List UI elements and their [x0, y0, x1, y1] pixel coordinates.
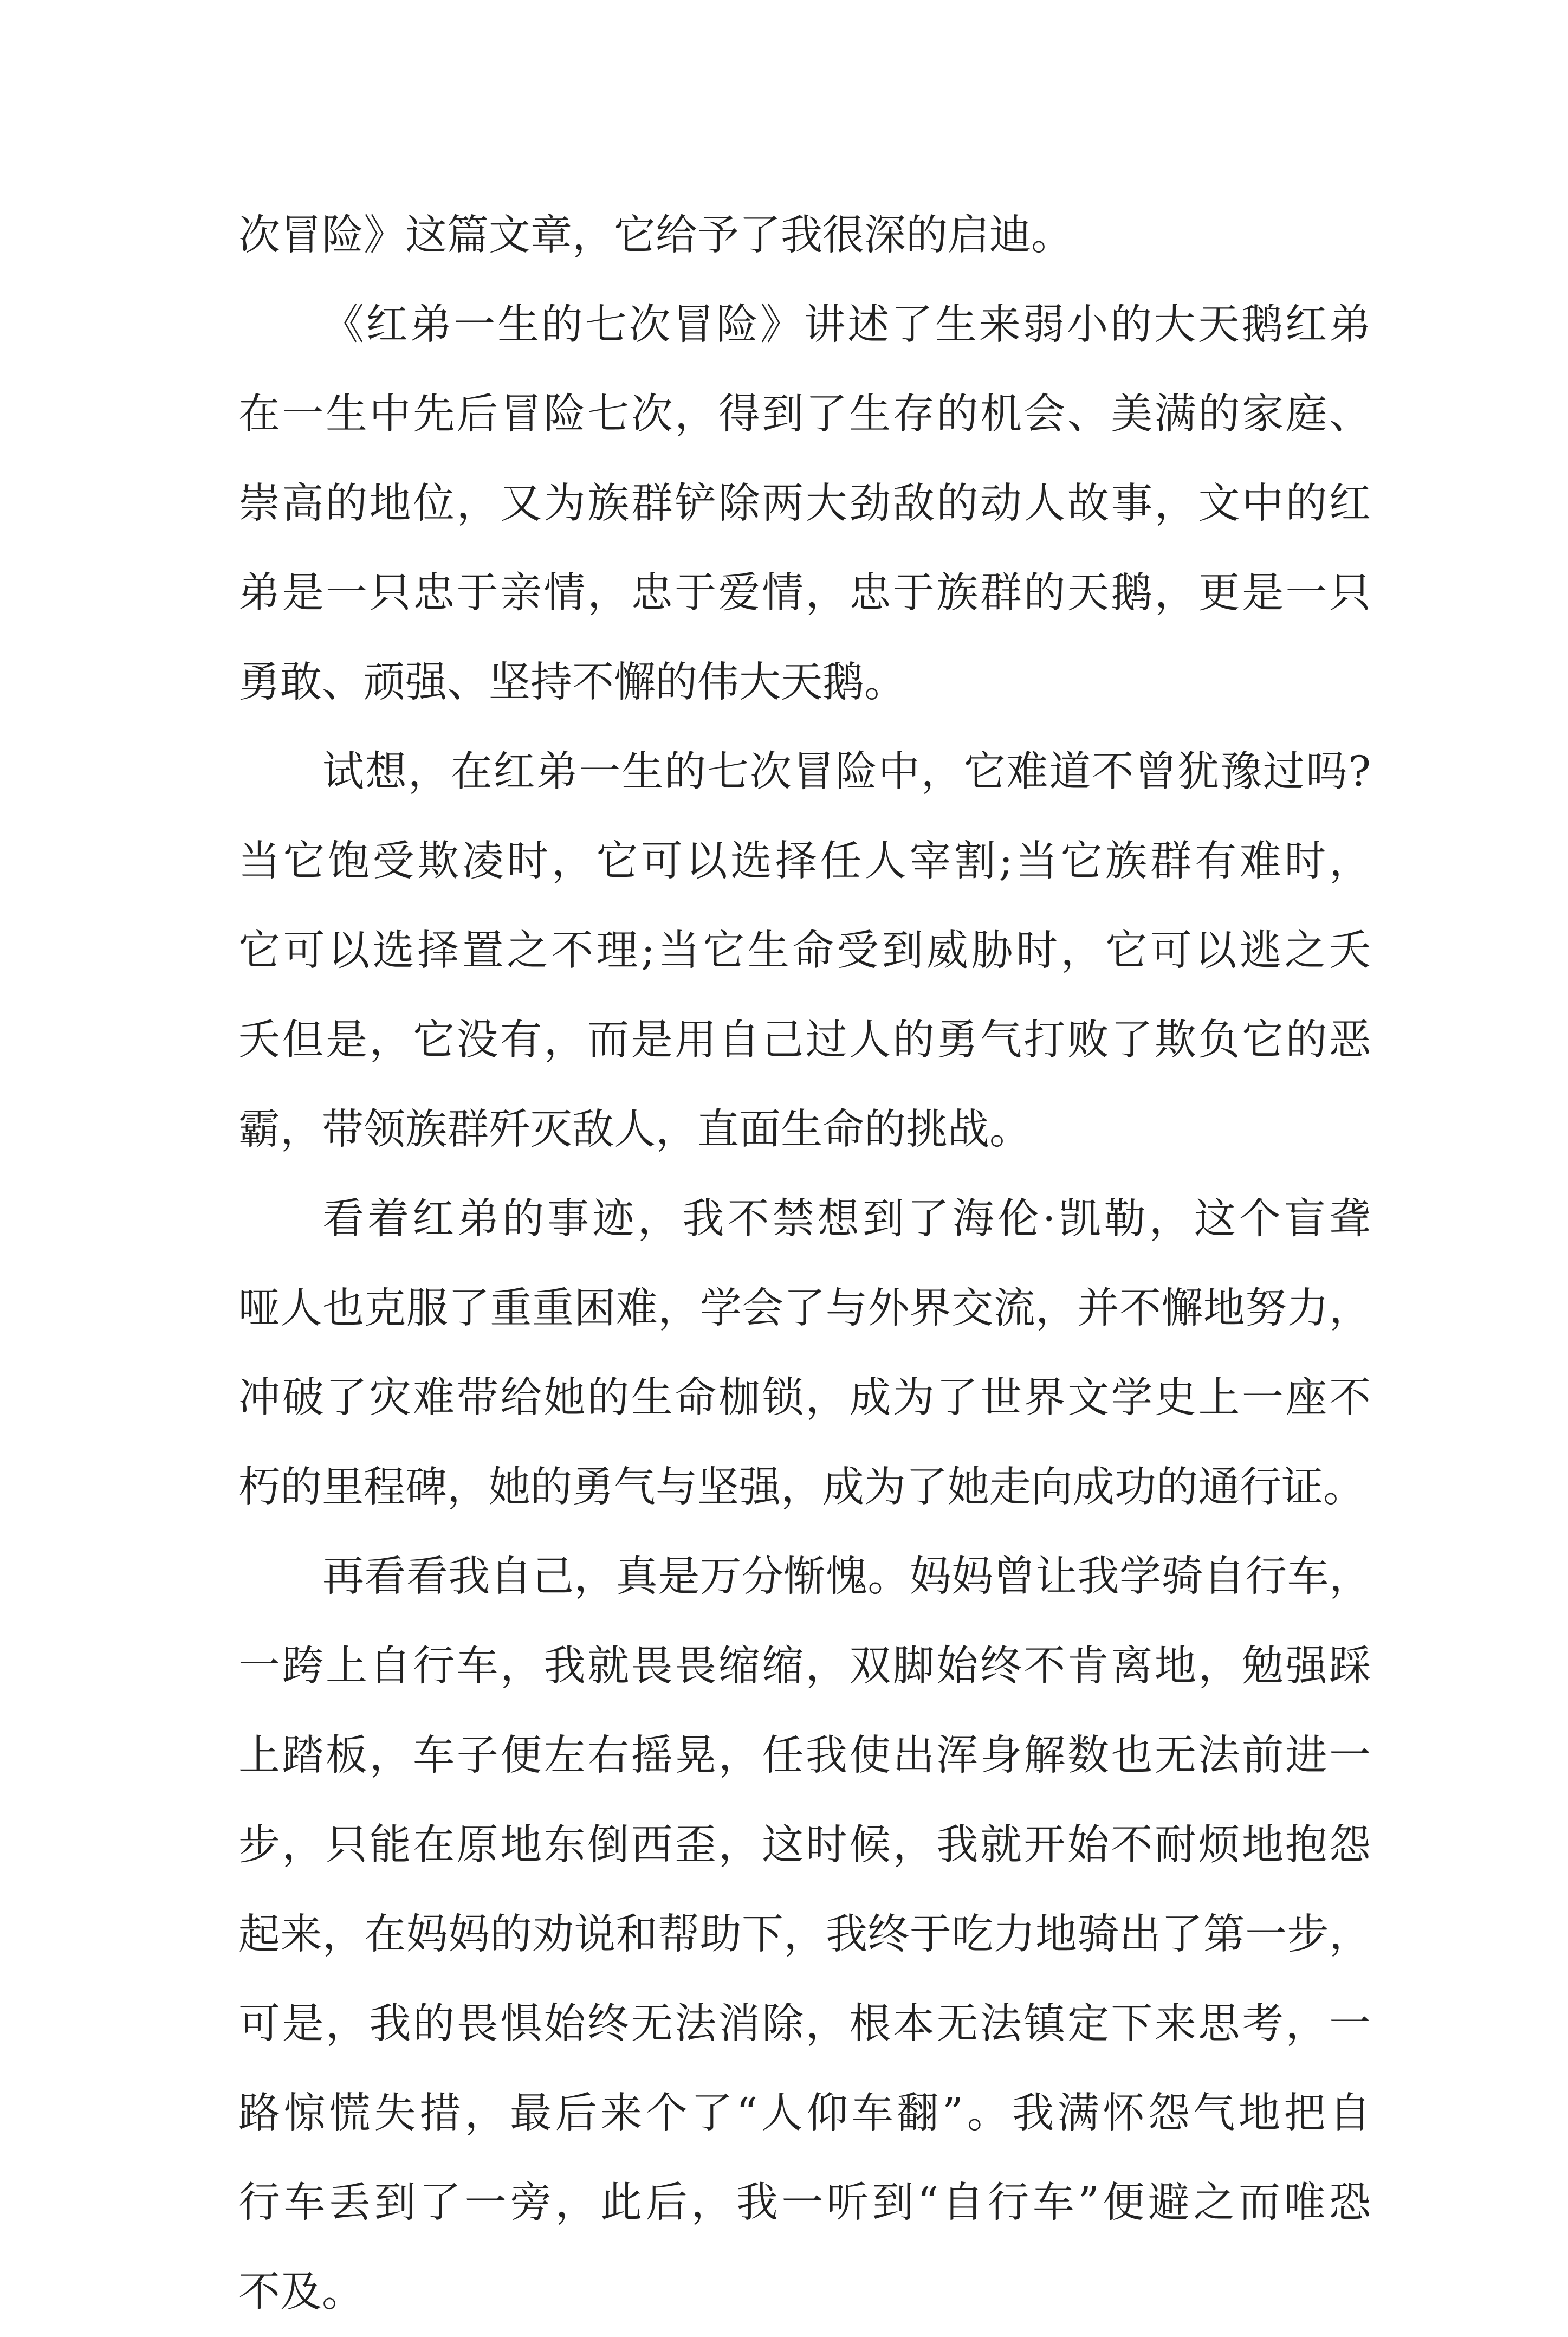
- text-line: 一跨上自行车，我就畏畏缩缩，双脚始终不肯离地，勉强踩: [238, 1642, 1371, 1690]
- paragraph: [238, 727, 1371, 1174]
- text-line: 夭但是，它没有，而是用自己过人的勇气打败了欺负它的恶: [238, 1016, 1371, 1064]
- text-line: 可是，我的畏惧始终无法消除，根本无法镇定下来思考，一: [238, 2000, 1371, 2048]
- text-line: 不及。: [238, 2268, 364, 2316]
- text-line: 试想，在红弟一生的七次冒险中，它难道不曾犹豫过吗?: [322, 748, 1371, 796]
- text-line: 崇高的地位，又为族群铲除两大劲敌的动人故事，文中的红: [238, 480, 1371, 528]
- paragraph: [238, 1174, 1371, 1532]
- text-line: 次冒险》这篇文章，它给予了我很深的启迪。: [238, 211, 1073, 260]
- text-line: 弟是一只忠于亲情，忠于爱情，忠于族群的天鹅，更是一只: [238, 569, 1371, 617]
- text-line: 《红弟一生的七次冒险》讲述了生来弱小的大天鹅红弟: [322, 301, 1371, 349]
- text-line: 起来，在妈妈的劝说和帮助下，我终于吃力地骑出了第一步，: [238, 1910, 1371, 1959]
- text-line: 冲破了灾难带给她的生命枷锁，成为了世界文学史上一座不: [238, 1374, 1371, 1422]
- text-line: 上踏板，车子便左右摇晃，任我使出浑身解数也无法前进一: [238, 1732, 1371, 1780]
- text-line: 在一生中先后冒险七次，得到了生存的机会、美满的家庭、: [238, 390, 1371, 438]
- text-line: 它可以选择置之不理;当它生命受到威胁时，它可以逃之夭: [238, 927, 1371, 975]
- paragraph: [238, 280, 1371, 727]
- text-line: 哑人也克服了重重困难，学会了与外界交流，并不懈地努力，: [238, 1284, 1371, 1333]
- text-line: 朽的里程碑，她的勇气与坚强，成为了她走向成功的通行证。: [238, 1463, 1365, 1512]
- text-line: 看着红弟的事迹，我不禁想到了海伦·凯勒，这个盲聋: [322, 1195, 1371, 1243]
- text-line: 霸，带领族群歼灭敌人，直面生命的挑战。: [238, 1106, 1031, 1154]
- text-line: 行车丢到了一旁，此后，我一听到“自行车”便避之而唯恐: [238, 2179, 1371, 2227]
- text-line: 步，只能在原地东倒西歪，这时候，我就开始不耐烦地抱怨: [238, 1821, 1371, 1869]
- paragraph: [238, 191, 1371, 280]
- text-line: 勇敢、顽强、坚持不懈的伟大天鹅。: [238, 659, 906, 707]
- text-line: 再看看我自己，真是万分惭愧。妈妈曾让我学骑自行车，: [322, 1553, 1371, 1601]
- paragraph: [238, 1532, 1371, 2337]
- text-line: 当它饱受欺凌时，它可以选择任人宰割;当它族群有难时，: [238, 837, 1371, 886]
- text-line: 路惊慌失措，最后来个了“人仰车翻”。我满怀怨气地把自: [238, 2089, 1371, 2138]
- document-body: [238, 191, 1371, 2337]
